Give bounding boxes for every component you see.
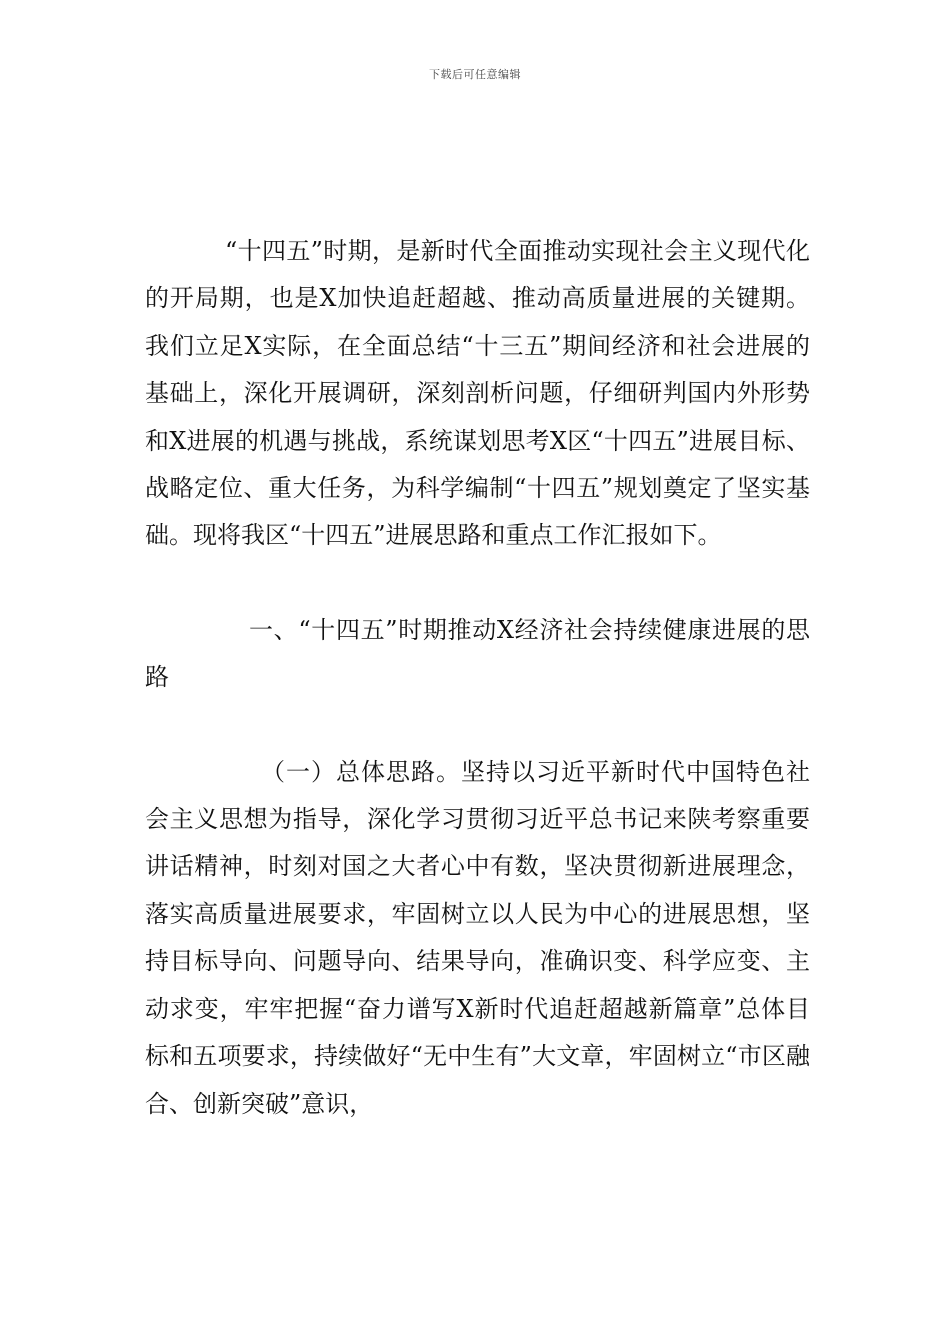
subsection-paragraph: （一）总体思路。坚持以习近平新时代中国特色社会主义思想为指导，深化学习贯彻习近平总书记来陕考察重要讲话精神，时刻对国之大者心中有数，坚决贯彻新进展理念，落实高质量进展要求，牢固树立以人民为中心的进展思想，坚持目标导向、问题导向、结果导向，准确识变、科学应变、主动求变，牢牢把握“奋力谱写X新时代追赶超越新篇章”总体目标和五项要求，持续做好“无中生有”大文章，牢固树立“市区融合、创新突破”意识， [145,757,810,1118]
document-body [145,228,810,1128]
section-heading: 一、“十四五”时期推动X经济社会持续健康进展的思路 [145,615,810,692]
intro-paragraph: “十四五”时期，是新时代全面推动实现社会主义现代化的开局期，也是X加快追赶超越、推动高质量进展的关键期。我们立足X实际，在全面总结“十三五”期间经济和社会进展的基础上，深化开展调研，深刻剖析问题，仔细研判国内外形势和X进展的机遇与挑战，系统谋划思考X区“十四五”进展目标、战略定位、重大任务，为科学编制“十四五”规划奠定了坚实基础。现将我区“十四五”进展思路和重点工作汇报如下。 [145,237,810,550]
page-header: 下载后可任意编辑 [429,68,521,81]
